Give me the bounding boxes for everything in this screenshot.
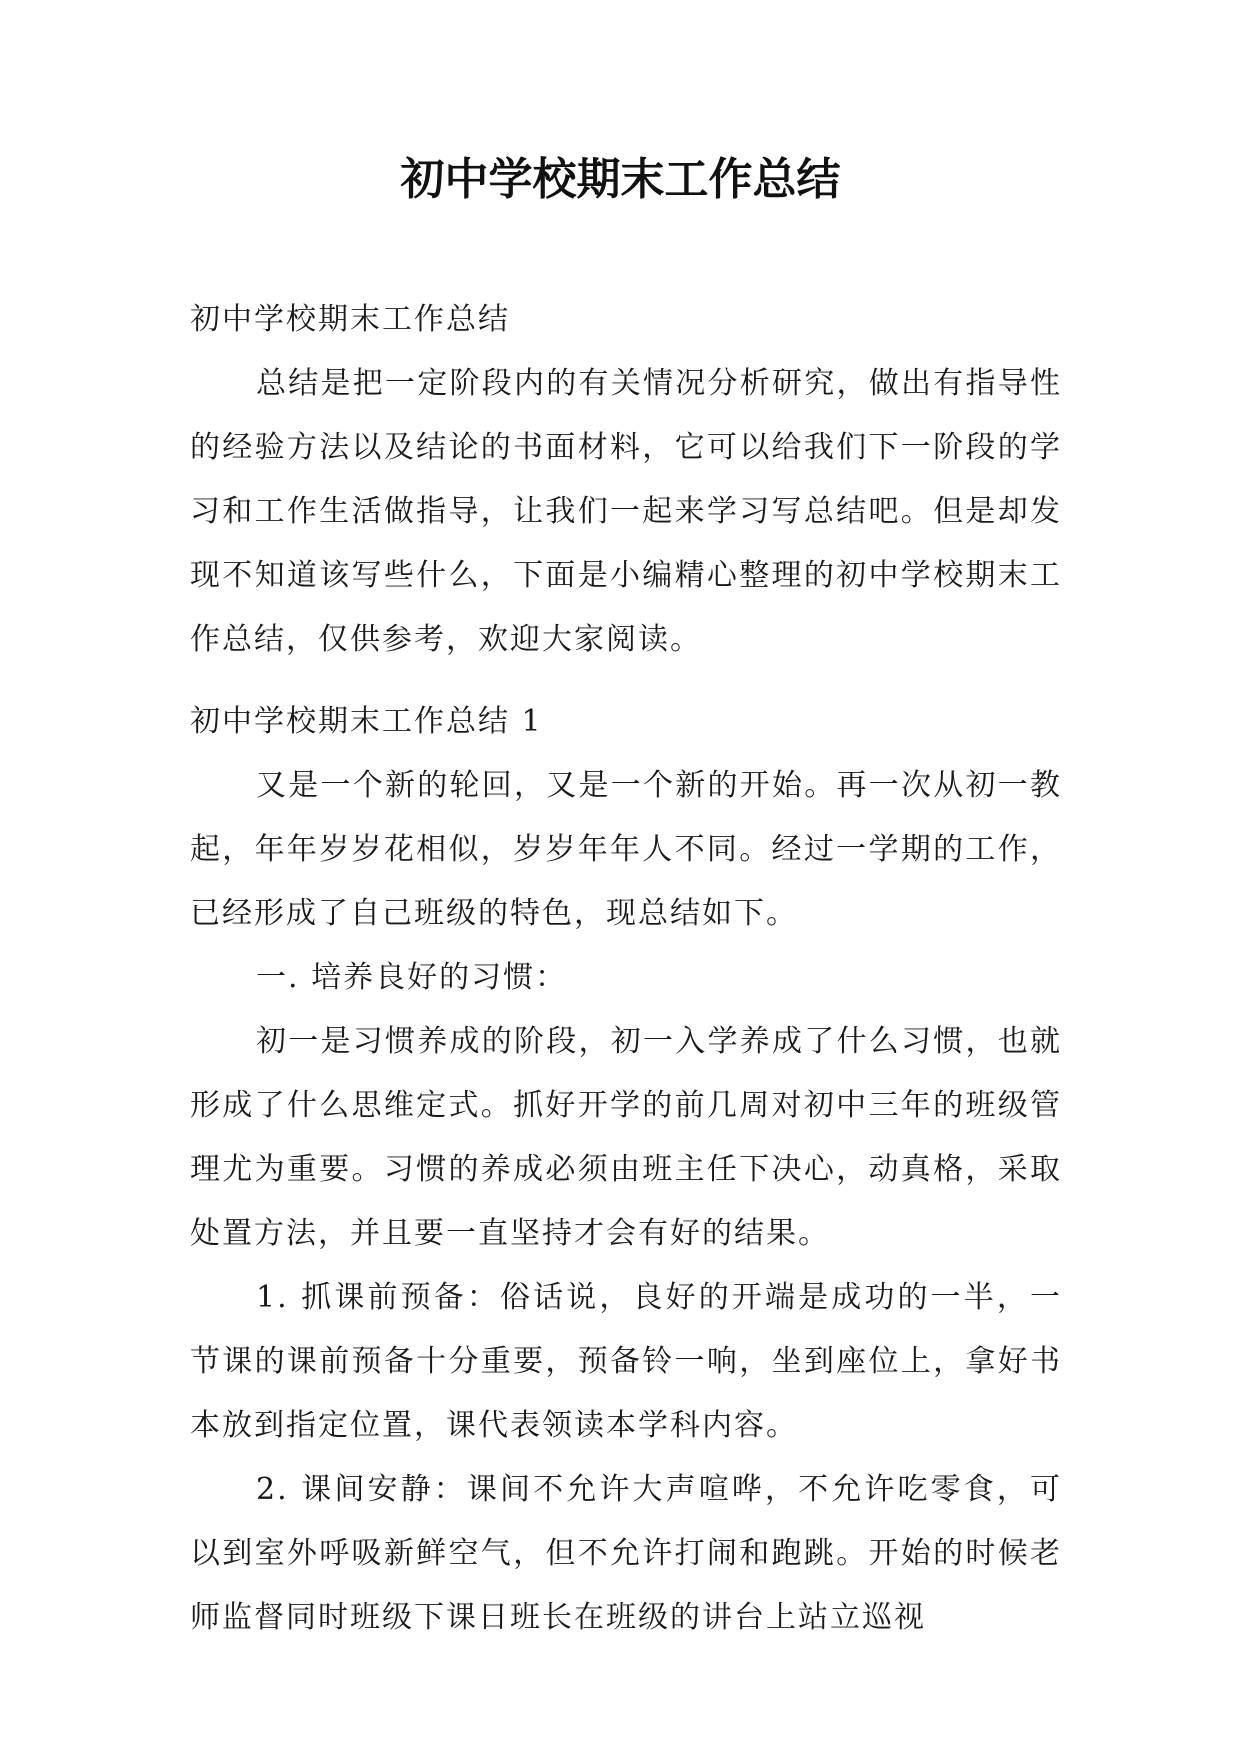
document-title: 初中学校期末工作总结 bbox=[400, 154, 841, 205]
section-1-list-item: 1. 抓课前预备：俗话说，良好的开端是成功的一半，一节课的课前预备十分重要，预备铃一响，坐到座位上，拿好书本放到指定位置，课代表领读本学科内容。 bbox=[190, 1280, 1062, 1443]
intro-section bbox=[190, 288, 1062, 672]
section-1 bbox=[190, 690, 1062, 1650]
section-1-heading: 初中学校期末工作总结 1 bbox=[190, 704, 543, 739]
section-1-paragraph: 又是一个新的轮回，又是一个新的开始。再一次从初一教起，年年岁岁花相似，岁岁年年人不同。经过一学期的工作，已经形成了自己班级的特色，现总结如下。 bbox=[190, 768, 1062, 931]
intro-paragraph: 总结是把一定阶段内的有关情况分析研究，做出有指导性的经验方法以及结论的书面材料，它可以给我们下一阶段的学习和工作生活做指导，让我们一起来学习写总结吧。但是却发现不知道该写些什么，下面是小编精心整理的初中学校期末工作总结，仅供参考，欢迎大家阅读。 bbox=[190, 366, 1062, 657]
section-1-list-item: 2. 课间安静：课间不允许大声喧哗，不允许吃零食，可以到室外呼吸新鲜空气，但不允许打闹和跑跳。开始的时候老师监督同时班级下课日班长在班级的讲台上站立巡视 bbox=[190, 1472, 1062, 1635]
intro-heading: 初中学校期末工作总结 bbox=[190, 302, 510, 337]
section-1-subheading: 一. 培养良好的习惯： bbox=[256, 960, 568, 995]
section-1-paragraph: 初一是习惯养成的阶段，初一入学养成了什么习惯，也就形成了什么思维定式。抓好开学的前几周对初中三年的班级管理尤为重要。习惯的养成必须由班主任下决心，动真格，采取处置方法，并且要一直坚持才会有好的结果。 bbox=[190, 1024, 1062, 1251]
